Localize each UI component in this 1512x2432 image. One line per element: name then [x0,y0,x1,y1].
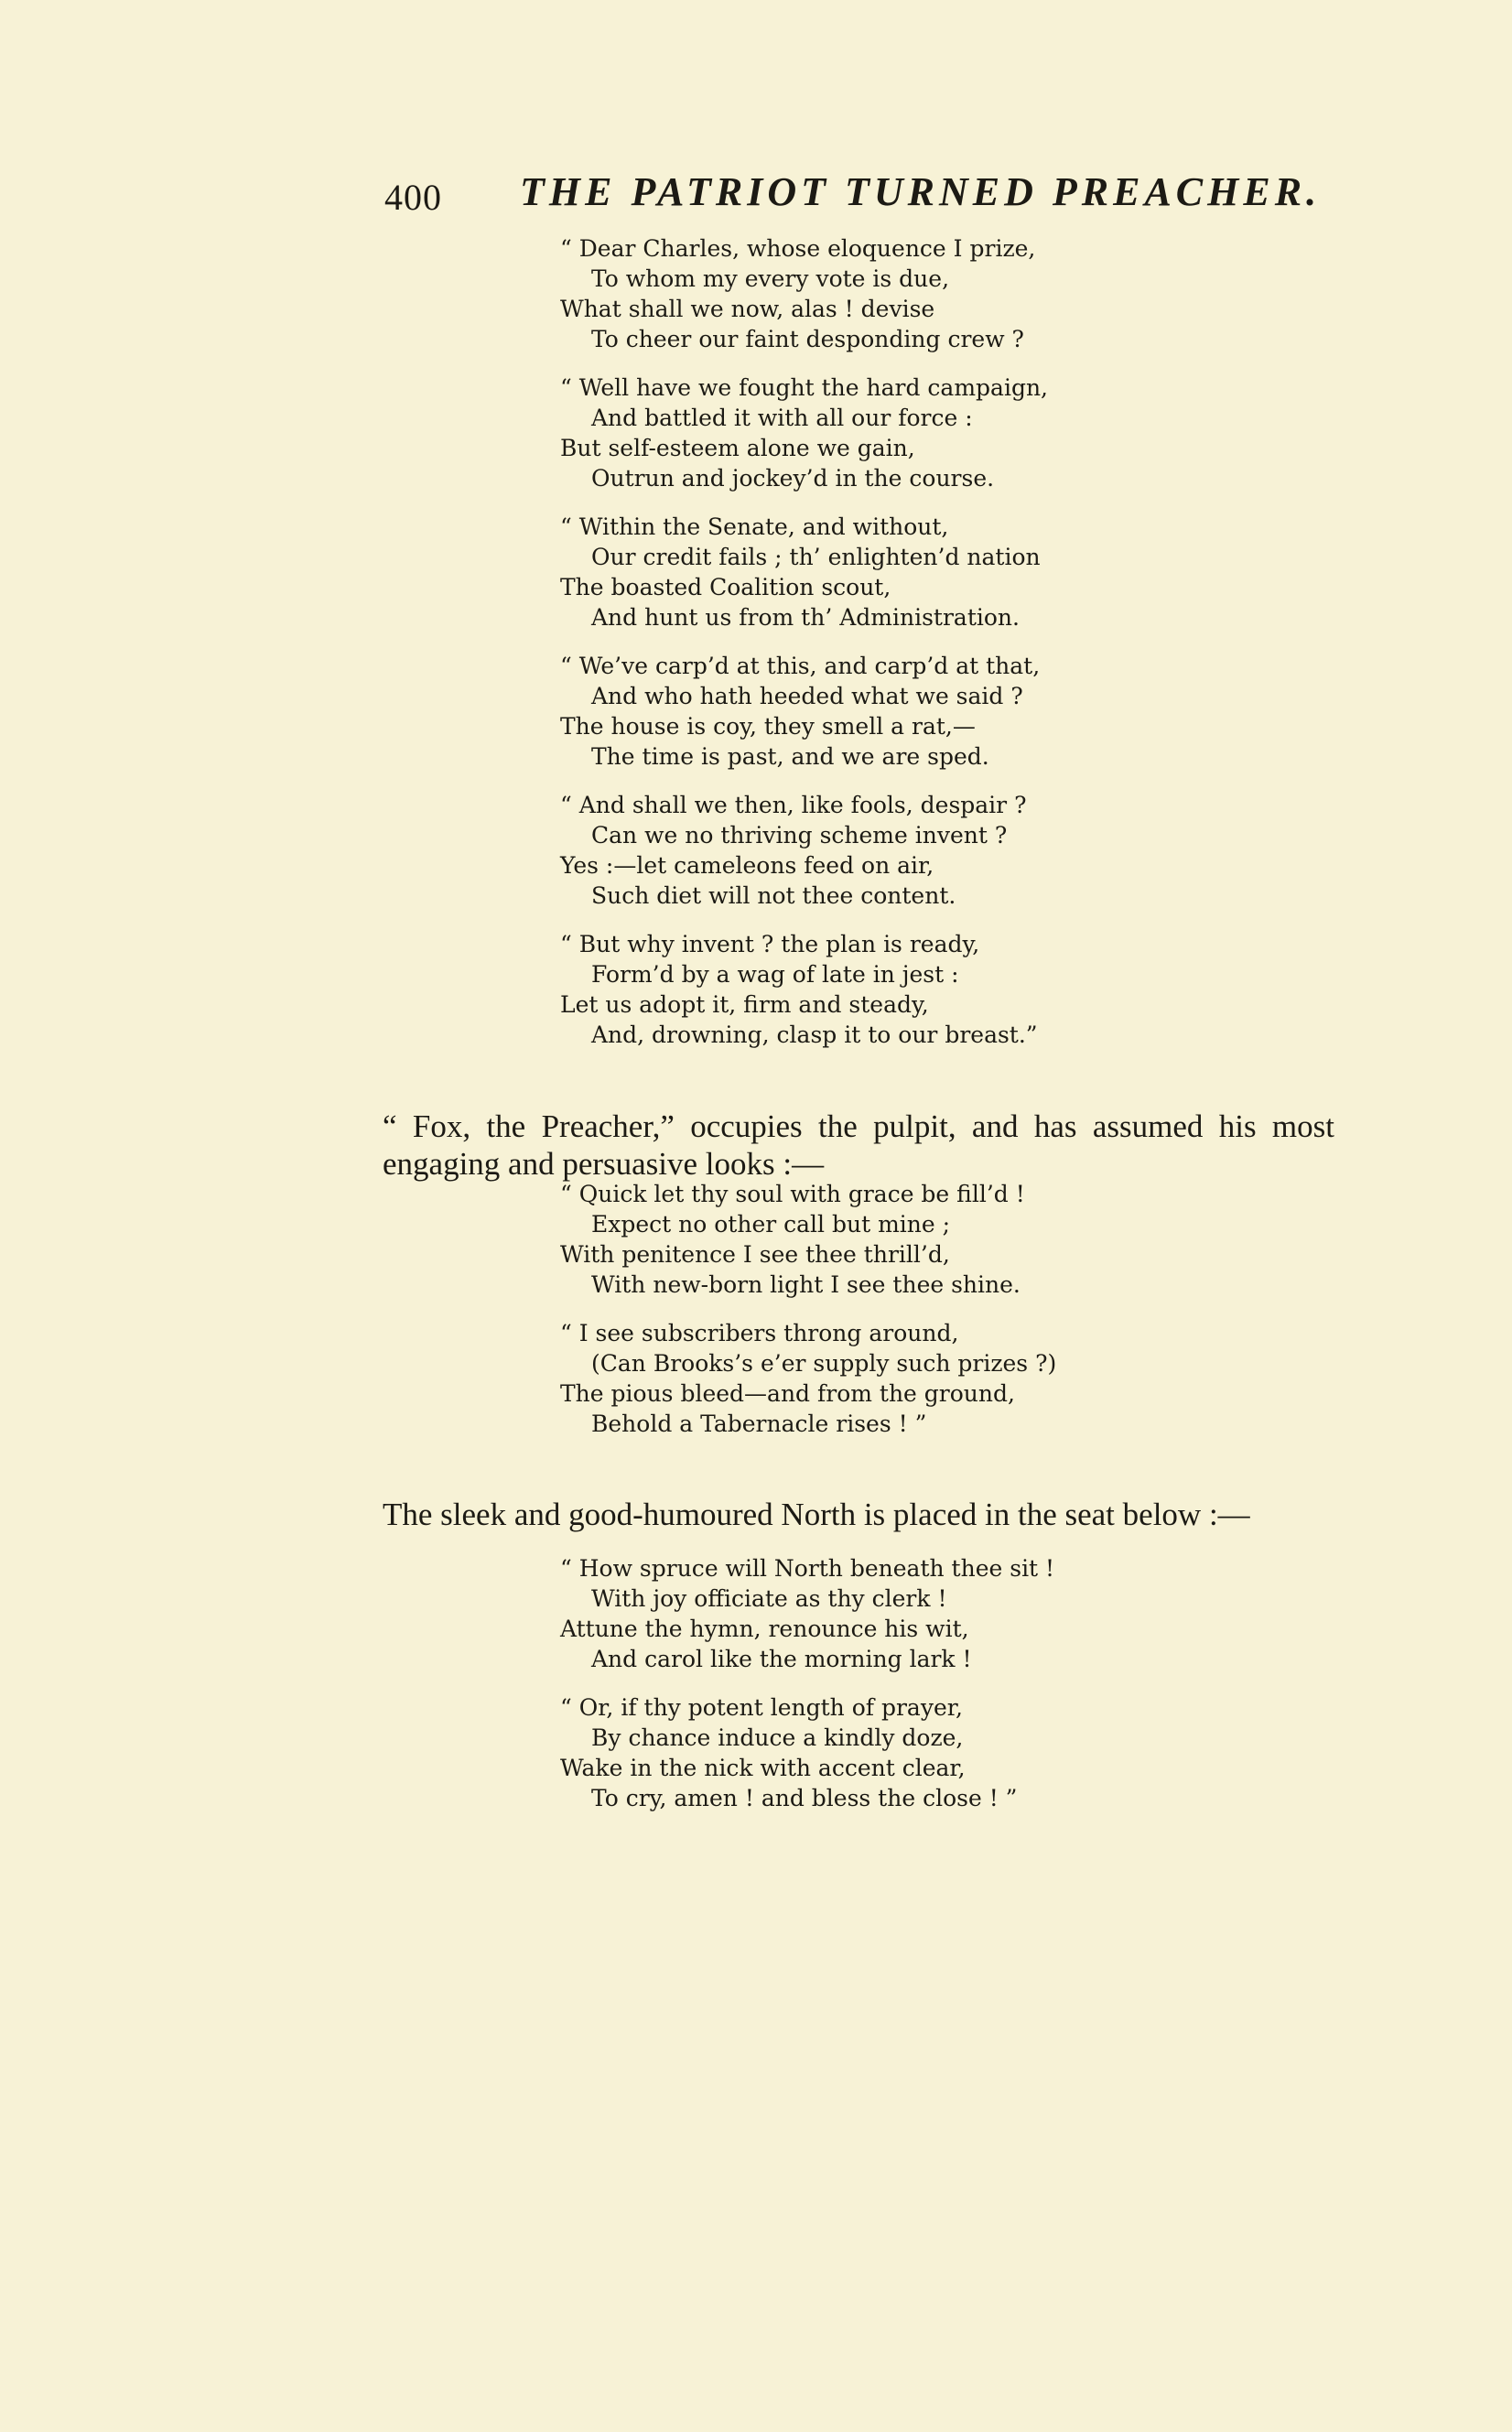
verse-line: Form’d by a wag of late in jest : [591,961,959,988]
verse-line: “ Well have we fought the hard campaign, [560,374,1048,401]
verse-line: “ How spruce will North beneath thee sit ! [560,1555,1055,1582]
stanza [560,929,1384,1050]
verse-line: Let us adopt it, firm and steady, [560,991,929,1018]
verse-line: “ We’ve carp’d at this, and carp’d at that, [560,653,1041,679]
poem-pulpit [560,1179,1384,1457]
page-number: 400 [384,177,442,218]
stanza [560,1318,1384,1439]
verse-line: Yes :—let cameleons feed on air, [560,852,934,879]
verse-line: To whom my every vote is due, [591,265,950,292]
verse-line: Our credit fails ; th’ enlighten’d nation [591,544,1041,570]
verse-line: Can we no thriving scheme invent ? [591,822,1008,848]
verse-line: The time is past, and we are sped. [591,743,989,770]
verse-line: With new-born light I see thee shine. [591,1271,1021,1298]
verse-line: Behold a Tabernacle rises ! ” [591,1411,927,1437]
prose-fox-preacher: “ Fox, the Preacher,” occupies the pulpit, and has assumed his most engaging and persuasive looks :— [383,1108,1334,1182]
verse-line: “ And shall we then, like fools, despair ? [560,792,1027,818]
stanza [560,651,1384,772]
verse-line: To cry, amen ! and bless the close ! ” [591,1785,1018,1811]
stanza [560,1692,1384,1813]
verse-line: Attune the hymn, renounce his wit, [560,1616,969,1642]
verse-line: And carol like the morning lark ! [591,1646,972,1672]
verse-line: The house is coy, they smell a rat,— [560,713,976,740]
verse-line: What shall we now, alas ! devise [560,296,935,322]
verse-line: And, drowning, clasp it to our breast.” [591,1021,1038,1048]
verse-line: With joy officiate as thy clerk ! [591,1585,947,1612]
verse-line: (Can Brooks’s e’er supply such prizes ?) [591,1350,1057,1377]
verse-line: The pious bleed—and from the ground, [560,1380,1015,1407]
verse-line: Expect no other call but mine ; [591,1211,951,1238]
stanza [560,233,1384,354]
verse-line: “ Quick let thy soul with grace be fill’d ! [560,1181,1025,1207]
verse-line: “ Dear Charles, whose eloquence I prize, [560,235,1036,262]
verse-line: “ But why invent ? the plan is ready, [560,931,980,957]
verse-line: By chance induce a kindly doze, [591,1724,964,1751]
stanza [560,1553,1384,1674]
poem-north [560,1553,1384,1832]
verse-line: And who hath heeded what we said ? [591,683,1023,709]
poem-coalition [560,233,1384,1068]
stanza [560,790,1384,911]
stanza [560,1179,1384,1300]
running-title: THE PATRIOT TURNED PREACHER. [520,169,1322,214]
verse-line: But self-esteem alone we gain, [560,435,915,461]
verse-line: And hunt us from th’ Administration. [591,604,1020,631]
verse-line: Outrun and jockey’d in the course. [591,465,995,492]
verse-line: “ Or, if thy potent length of prayer, [560,1694,963,1721]
prose-north-seat: The sleek and good-humoured North is placed in the seat below :— [383,1497,1250,1532]
verse-line: To cheer our faint desponding crew ? [591,326,1024,352]
verse-line: “ Within the Senate, and without, [560,513,949,540]
verse-line: Wake in the nick with accent clear, [560,1755,966,1781]
verse-line: The boasted Coalition scout, [560,574,891,600]
verse-line: Such diet will not thee content. [591,882,956,909]
verse-line: “ I see subscribers throng around, [560,1320,959,1346]
page-header [384,165,1355,220]
verse-line: And battled it with all our force : [591,405,973,431]
verse-line: With penitence I see thee thrill’d, [560,1241,950,1268]
stanza [560,512,1384,632]
stanza [560,373,1384,493]
